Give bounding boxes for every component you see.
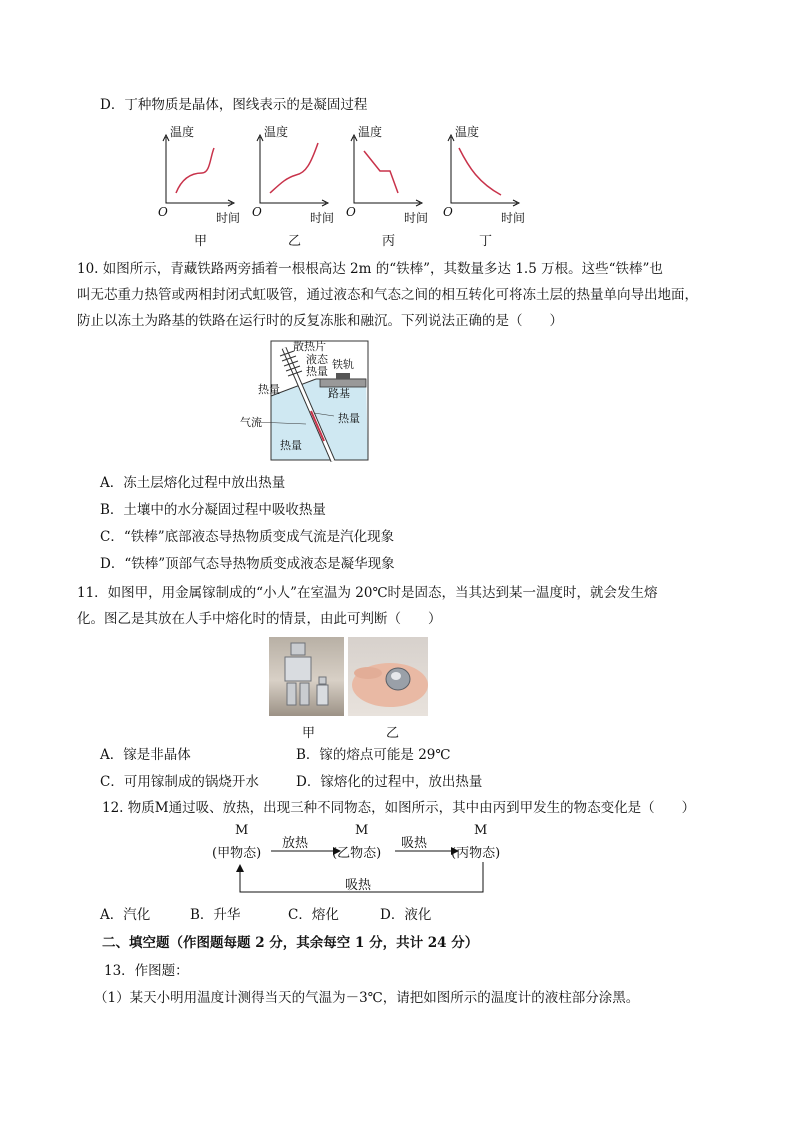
graph-3	[346, 123, 440, 243]
gallium-in-hand-photo	[348, 637, 428, 716]
graph-origin: O	[443, 205, 453, 219]
state3-label: (丙物态)	[451, 846, 501, 861]
state2-m: M	[355, 823, 369, 838]
q11-stem	[77, 580, 717, 632]
graph-curve	[364, 151, 398, 193]
q10-line-2: 叫无芯重力热管或两相封闭式虹吸管，通过液态和气态之间的相互转化可将冻土层的热量单向导出地面，	[77, 287, 698, 303]
q12-option-c: C．熔化	[288, 907, 339, 923]
graph-xlabel: 时间	[216, 211, 241, 225]
q11-line-2: 化。图乙是其放在人手中熔化时的情景，由此可判断（ ）	[77, 611, 442, 627]
graph-curve	[459, 148, 501, 195]
label-airflow: 气流	[240, 416, 262, 429]
graph-name: 丁	[479, 234, 493, 249]
photo-label-jia: 甲	[302, 726, 316, 741]
graph-xlabel: 时间	[501, 211, 526, 225]
q10-line-1: 10. 如图所示，青藏铁路两旁插着一根根高达 2m 的“铁棒”，其数量多达 1.5 万根。这些“铁棒”也	[77, 261, 663, 277]
q11-line-1: 11．如图甲，用金属镓制成的“小人”在室温为 20℃时是固态，当其达到某一温度时，就会发生熔	[77, 585, 658, 601]
q10-stem	[77, 256, 717, 334]
label-heat-left: 热量	[258, 383, 280, 396]
graph-2	[252, 123, 346, 243]
graph-origin: O	[252, 205, 262, 219]
q10-option-b: B．土壤中的水分凝固过程中吸收热量	[100, 502, 326, 518]
graph-origin: O	[158, 205, 168, 219]
label-roadbed: 路基	[328, 387, 350, 400]
q10-option-d: D．“铁棒”顶部气态导热物质变成液态是凝华现象	[100, 556, 395, 572]
q12-stem: 12. 物质M通过吸、放热，出现三种不同物态，如图所示，其中由丙到甲发生的物态变化是（ ）	[102, 800, 696, 816]
state1-m: M	[235, 823, 249, 838]
graph-curve	[270, 143, 318, 193]
graph-4	[443, 123, 537, 243]
graph-name: 丙	[382, 234, 396, 249]
q12-option-d: D．液化	[380, 907, 432, 923]
graph-ylabel: 温度	[455, 125, 480, 139]
q10-option-a: A．冻土层熔化过程中放出热量	[100, 475, 286, 491]
graph-ylabel: 温度	[264, 125, 289, 139]
graph-ylabel: 温度	[358, 125, 383, 139]
graph-ylabel: 温度	[170, 125, 195, 139]
state1-label: (甲物态)	[212, 846, 262, 861]
q10-option-c: C．“铁棒”底部液态导热物质变成气流是汽化现象	[100, 529, 395, 545]
section-2-heading: 二、填空题（作图题每题 2 分，其余每空 1 分，共计 24 分）	[102, 935, 479, 951]
q11-option-a: A．镓是非晶体	[100, 747, 191, 763]
q13-label: 13．作图题：	[104, 963, 189, 979]
label-rail: 铁轨	[332, 358, 354, 371]
q9-option-d: D．丁种物质是晶体，图线表示的是凝固过程	[100, 97, 368, 113]
arrow2-label: 吸热	[401, 836, 428, 851]
graph-xlabel: 时间	[310, 211, 335, 225]
q11-option-d: D．镓熔化的过程中，放出热量	[296, 774, 483, 790]
state2-label: (乙物态)	[332, 846, 382, 861]
graph-1	[158, 123, 252, 243]
label-heat-top: 热量	[306, 365, 328, 378]
q12-option-b: B．升华	[190, 907, 241, 923]
label-liquid: 液态	[306, 353, 328, 366]
q13-part-1: （1）某天小明用温度计测得当天的气温为－3℃，请把如图所示的温度计的液柱部分涂黑。	[94, 990, 640, 1006]
graph-name: 乙	[288, 234, 302, 249]
graph-axes	[451, 137, 517, 203]
arrow1-label: 放热	[282, 836, 309, 851]
q11-option-c: C．可用镓制成的锅烧开水	[100, 774, 259, 790]
arrow-back-label: 吸热	[345, 878, 372, 893]
gallium-figure-photo	[269, 637, 344, 716]
q10-line-3: 防止以冻土为路基的铁路在运行时的反复冻胀和融沉。下列说法正确的是（ ）	[77, 313, 563, 329]
graph-curve	[176, 148, 214, 193]
graph-name: 甲	[194, 234, 208, 249]
state3-m: M	[474, 823, 488, 838]
q12-option-a: A．汽化	[100, 907, 151, 923]
photo-label-yi: 乙	[386, 726, 400, 741]
graph-origin: O	[346, 205, 356, 219]
graph-axes	[354, 137, 420, 203]
label-fins: 散热片	[293, 340, 326, 353]
q11-option-b: B．镓的熔点可能是 29℃	[296, 747, 451, 763]
graph-xlabel: 时间	[404, 211, 429, 225]
graph-axes	[166, 137, 232, 203]
label-heat-bottom: 热量	[280, 439, 302, 452]
label-heat-right: 热量	[338, 412, 360, 425]
